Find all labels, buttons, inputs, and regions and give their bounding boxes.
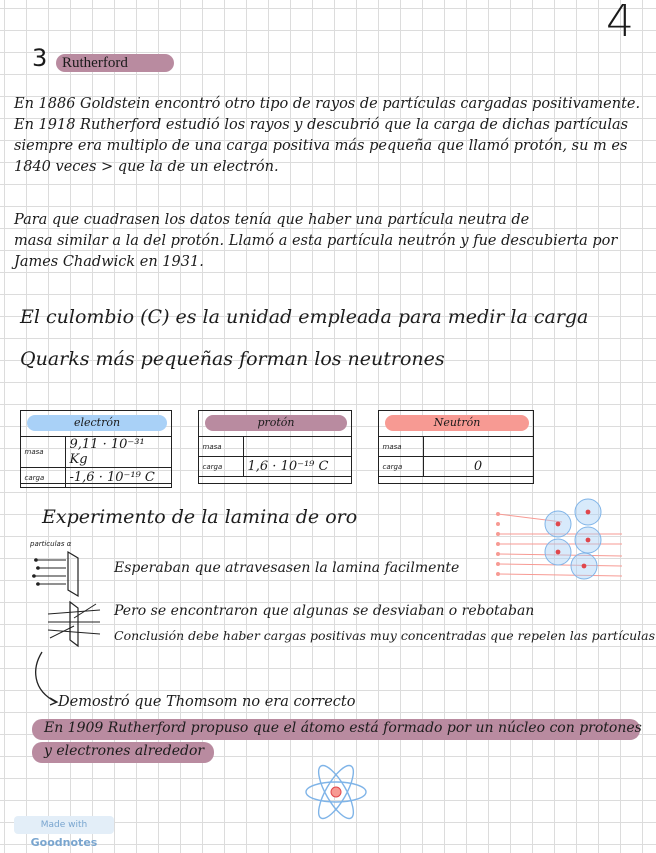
electron-card (20, 410, 172, 484)
section-title: Rutherford (56, 54, 174, 72)
mass-label: masa (20, 437, 65, 468)
charge-label: carga (198, 457, 243, 477)
experiment-expectation: Esperaban que atravesasen la lamina facilmente (114, 560, 460, 576)
mass-value (243, 437, 351, 457)
badge-prefix: Made with (40, 820, 88, 830)
text-line: siempre era multiplo de una carga positiva más pequeña que llamó protón, su m es (14, 138, 628, 154)
section-number: 3 (32, 44, 48, 72)
neutron-card (378, 410, 534, 484)
charge-value: 0 (423, 457, 533, 477)
paragraph-neutron (14, 210, 650, 273)
experiment-result: Pero se encontraron que algunas se desviaban o rebotaban (114, 603, 535, 619)
table-row (378, 457, 533, 477)
table-row (378, 437, 533, 457)
charge-value: 1,6 · 10⁻¹⁹ C (243, 457, 351, 477)
mass-value: 9,11 · 10⁻³¹ Kg (65, 437, 171, 468)
electron-table (20, 436, 172, 488)
text-line: 1840 veces > que la de un electrón. (14, 159, 279, 175)
mass-value (423, 437, 533, 457)
mass-label: masa (198, 437, 243, 457)
mass-label: masa (378, 437, 423, 457)
charge-label: carga (20, 468, 65, 488)
table-row (198, 437, 351, 457)
quarks-line: Quarks más pequeñas forman los neutrones (20, 348, 445, 370)
sketch-label: particulas α (30, 540, 72, 548)
atom-icon (302, 762, 370, 822)
culombio-line: El culombio (C) es la unidad empleada para medir la carga (20, 306, 589, 328)
text-line: En 1886 Goldstein encontró otro tipo de rayos de partículas cargadas positivamente. (14, 96, 641, 112)
neutron-table (378, 436, 534, 477)
text-line: masa similar a la del protón. Llamó a esta partícula neutrón y fue descubierta por (14, 233, 618, 249)
proton-label: protón (205, 415, 347, 431)
charge-value: -1,6 · 10⁻¹⁹ C (65, 468, 171, 488)
table-row (198, 457, 351, 477)
scattering-diagram-icon (492, 494, 628, 584)
experiment-conclusion: Conclusión debe haber cargas positivas muy concentradas que repelen las partículas (114, 628, 655, 643)
charge-label: carga (378, 457, 423, 477)
table-row (20, 468, 171, 488)
experiment-title: Experimento de la lamina de oro (42, 506, 358, 528)
goodnotes-badge (14, 816, 114, 849)
curved-arrow-icon (28, 650, 62, 706)
badge-brand: Goodnotes (30, 836, 98, 849)
foil-sketch-icon (30, 548, 90, 598)
neutron-label: Neutrón (385, 415, 529, 431)
page-number: 4 (606, 0, 634, 47)
text-line: Para que cuadrasen los datos tenía que haber una partícula neutra de (14, 212, 530, 228)
table-row (20, 437, 171, 468)
proton-table (198, 436, 352, 477)
proton-card (198, 410, 352, 484)
electron-label: electrón (27, 415, 167, 431)
rutherford-model-line: En 1909 Rutherford propuso que el átomo está formado por un núcleo con protones (44, 720, 642, 736)
deflection-sketch-icon (44, 600, 104, 648)
text-line: En 1918 Rutherford estudió los rayos y descubrió que la carga de dichas partículas (14, 117, 629, 133)
rutherford-model-line: y electrones alrededor (44, 743, 205, 759)
text-line: James Chadwick en 1931. (14, 254, 204, 270)
paragraph-goldstein (14, 94, 650, 178)
thomson-statement: Demostró que Thomsom no era correcto (58, 694, 356, 710)
